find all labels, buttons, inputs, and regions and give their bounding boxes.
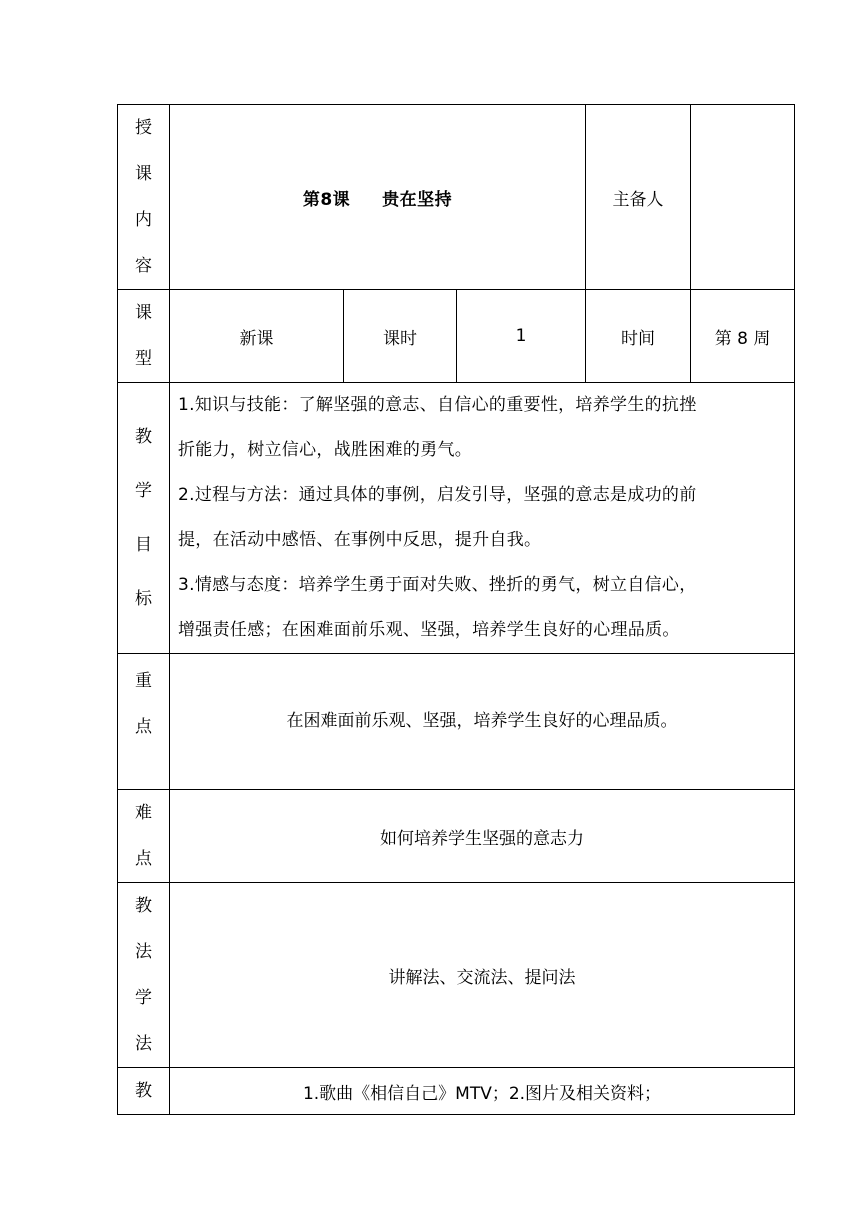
difficulty-label-char: 难 xyxy=(135,803,152,823)
objective-line: 1.知识与技能：了解坚强的意志、自信心的重要性，培养学生的抗挫 xyxy=(178,395,697,415)
objective-line: 提，在活动中感悟、在事例中反思，提升自我。 xyxy=(178,530,542,550)
methods-label-char: 教 xyxy=(135,896,152,916)
key-point-text: 在困难面前乐观、坚强，培养学生良好的心理品质。 xyxy=(286,711,678,731)
preparer-label: 主备人 xyxy=(586,105,691,290)
period-label: 课时 xyxy=(344,290,457,383)
row-lesson-type xyxy=(118,290,795,383)
objectives-label-char: 目 xyxy=(135,535,152,555)
type-label-char: 课 xyxy=(135,303,152,323)
objective-line: 增强责任感；在困难面前乐观、坚强，培养学生良好的心理品质。 xyxy=(178,620,680,640)
materials-label-char: 教 xyxy=(135,1081,152,1101)
row-methods xyxy=(118,883,795,1068)
row-materials xyxy=(118,1068,795,1115)
period-value: 1 xyxy=(457,290,586,383)
lesson-title-cell xyxy=(170,105,586,290)
methods-label-char: 法 xyxy=(135,942,152,962)
objectives-label-char: 教 xyxy=(135,427,152,447)
materials-value: 1.歌曲《相信自己》MTV；2.图片及相关资料； xyxy=(170,1068,795,1115)
difficulty-value: 如何培养学生坚强的意志力 xyxy=(170,790,795,883)
lesson-number: 第8课 xyxy=(302,189,351,210)
objectives-label-char: 学 xyxy=(135,481,152,501)
preparer-value xyxy=(691,105,795,290)
content-label-char: 内 xyxy=(135,210,152,230)
row-lesson-content xyxy=(118,105,795,290)
lesson-plan-table xyxy=(117,104,795,1115)
key-point-value xyxy=(170,654,795,790)
key-point-label-cell xyxy=(118,654,170,790)
time-value: 第 8 周 xyxy=(691,290,795,383)
objectives-text xyxy=(170,383,795,654)
type-value: 新课 xyxy=(170,290,344,383)
row-difficulty xyxy=(118,790,795,883)
content-label-char: 授 xyxy=(135,118,152,138)
methods-label-cell xyxy=(118,883,170,1068)
methods-value: 讲解法、交流法、提问法 xyxy=(170,883,795,1068)
row-objectives xyxy=(118,383,795,654)
time-label: 时间 xyxy=(586,290,691,383)
objective-line: 2.过程与方法：通过具体的事例，启发引导，坚强的意志是成功的前 xyxy=(178,485,697,505)
type-label-cell xyxy=(118,290,170,383)
content-label-cell xyxy=(118,105,170,290)
methods-label-char: 学 xyxy=(135,988,152,1008)
objective-line: 折能力，树立信心，战胜困难的勇气。 xyxy=(178,440,473,460)
objectives-label-cell xyxy=(118,383,170,654)
lesson-title: 贵在坚持 xyxy=(382,189,453,210)
methods-label-char: 法 xyxy=(135,1034,152,1054)
type-label-char: 型 xyxy=(135,349,152,369)
difficulty-label-char: 点 xyxy=(135,849,152,869)
row-key-point xyxy=(118,654,795,790)
key-point-label-char: 重 xyxy=(135,671,152,691)
key-point-label-char: 点 xyxy=(135,717,152,737)
difficulty-label-cell xyxy=(118,790,170,883)
objectives-label-char: 标 xyxy=(135,589,152,609)
content-label-char: 课 xyxy=(135,164,152,184)
materials-label-cell xyxy=(118,1068,170,1115)
objective-line: 3.情感与态度：培养学生勇于面对失败、挫折的勇气，树立自信心， xyxy=(178,575,697,595)
content-label-char: 容 xyxy=(135,256,152,276)
